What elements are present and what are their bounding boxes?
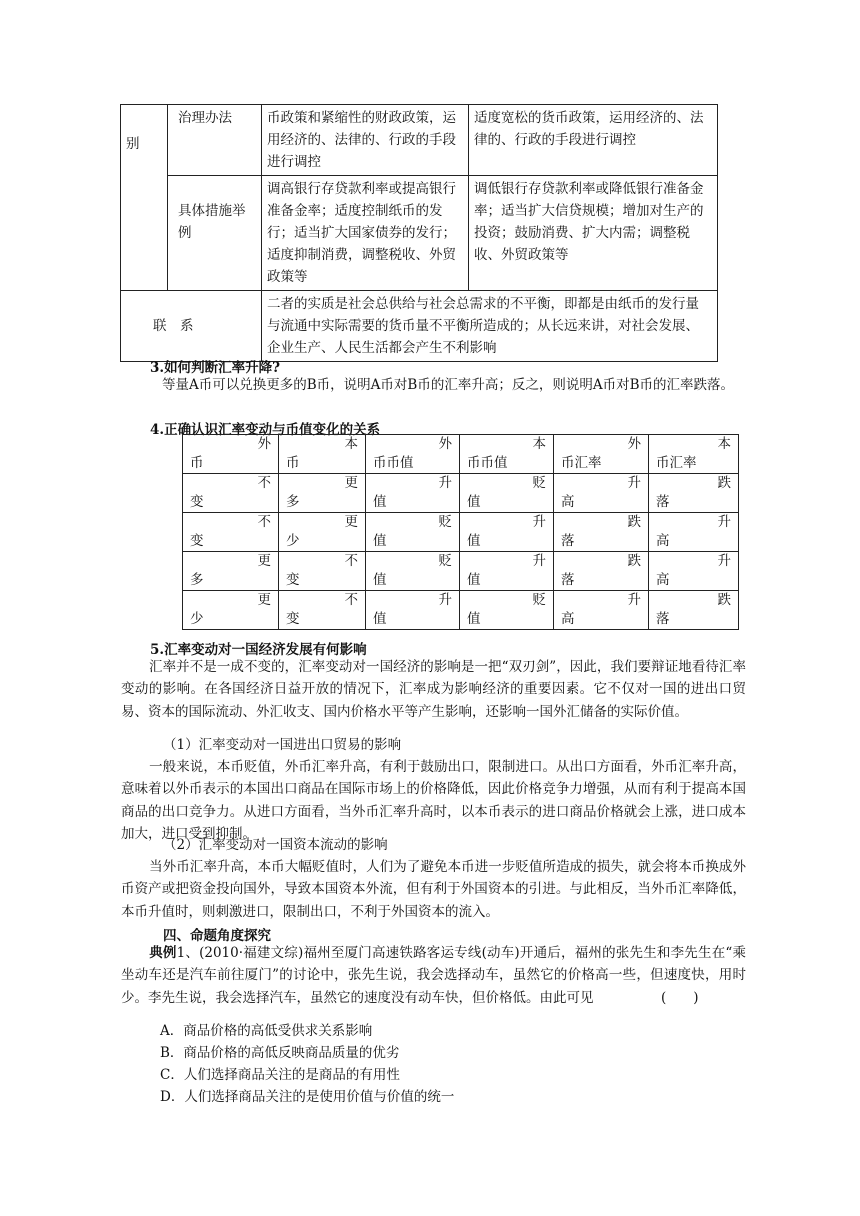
table-row [183, 513, 739, 552]
section-3-text: 等量A币可以兑换更多的B币，说明A币对B币的汇率升高；反之，则说明A币对B币的汇率跌落。 [162, 377, 735, 393]
section-5-paragraph-2: 一般来说，本币贬值，外币汇率升高，有利于鼓励出口，限制进口。从出口方面看，外币汇率升高，意味着以外币表示的本国出口商品在国际市场上的价格降低，因此价格竞争力增强，从而有利于提高本国商品的出口竞争力。从进口方面看，当外币汇率升高时，以本币表示的进口商品价格就会上涨，进口成本加大，进口受到抑制。 [121, 759, 746, 842]
cell-inflation-governance: 币政策和紧缩性的财政政策，运用经济的、法律的、行政的手段进行调控 [262, 105, 469, 176]
option-a: A．商品价格的高低受供求关系影响 [160, 1023, 373, 1039]
table-cell: 不 变 [183, 513, 279, 552]
section-5-heading: 5.汇率变动对一国经济发展有何影响 [150, 642, 367, 658]
table-cell: 升 高 [649, 552, 739, 591]
section-explore-heading: 四、命题角度探究 [163, 928, 271, 944]
table-cell: 跌 落 [649, 591, 739, 630]
table-cell: 更 多 [183, 552, 279, 591]
table-cell: 升 值 [366, 591, 460, 630]
table-cell: 不 变 [279, 552, 366, 591]
table-cell: 贬 值 [460, 591, 554, 630]
table-row [183, 552, 739, 591]
table-cell: 升 高 [649, 513, 739, 552]
section-5-subheading-1: （1）汇率变动对一国进出口贸易的影响 [163, 737, 402, 753]
section-3-heading: 3.如何判断汇率升降? [150, 360, 281, 376]
table-cell: 升 高 [554, 591, 649, 630]
row-label-measures: 具体措施举例 [168, 176, 262, 291]
table-cell: 贬 值 [366, 513, 460, 552]
section-5-paragraph-1: 汇率并不是一成不变的，汇率变动对一国经济的影响是一把“双刃剑”，因此，我们要辩证地看待汇率变动的影响。在各国经济日益开放的情况下，汇率成为影响经济的重要因素。它不仅对一国的进出口贸易、资本的国际流动、外汇收支、国内价格水平等产生影响，还影响一国外汇储备的实际价值。 [121, 659, 746, 720]
table-header-row [183, 435, 739, 474]
row-label-governance: 治理办法 [168, 105, 262, 176]
header-cell: 本 币币值 [460, 435, 554, 474]
header-cell: 外 币币值 [366, 435, 460, 474]
cell-deflation-governance: 适度宽松的货币政策，运用经济的、法律的、行政的手段进行调控 [469, 105, 718, 176]
header-cell: 外 币 [183, 435, 279, 474]
option-b: B．商品价格的高低反映商品质量的优劣 [160, 1045, 400, 1061]
row-label-link: 联 系 [121, 291, 262, 362]
example-label: 典例 [149, 945, 177, 961]
section-4-heading: 4.正确认识汇率变动与币值变化的关系 [150, 422, 381, 438]
cell-link-text: 二者的实质是社会总供给与社会总需求的不平衡，即都是由纸币的发行量与流通中实际需要的货币量不平衡所造成的；从长远来讲，对社会发展、企业生产、人民生活都会产生不利影响 [262, 291, 718, 362]
table-cell: 更 多 [279, 474, 366, 513]
table-row [183, 474, 739, 513]
table-row [183, 591, 739, 630]
header-cell: 外 币汇率 [554, 435, 649, 474]
header-cell: 本 币汇率 [649, 435, 739, 474]
table-cell: 升 值 [460, 513, 554, 552]
cell-inflation-measures: 调高银行存贷款利率或提高银行准备金率；适度控制纸币的发行；适当扩大国家债券的发行；适度抑制消费，调整税收、外贸政策等 [262, 176, 469, 291]
table-cell: 跌 落 [554, 552, 649, 591]
table-cell: 不 变 [279, 591, 366, 630]
table-cell: 更 少 [183, 591, 279, 630]
section-5-subheading-2: （2）汇率变动对一国资本流动的影响 [163, 837, 388, 853]
example-question: 典例1、(2010·福建文综)福州至厦门高速铁路客运专线(动车)开通后，福州的张先生和李先生在“乘坐动车还是汽车前往厦门”的讨论中，张先生说，我会选择动车，虽然它的价格高一些，但速度快，用时少。李先生说，我会选择汽车，虽然它的速度没有动车快，但价格低。由此可见 ( ) [121, 945, 746, 1006]
table-cell: 不 变 [183, 474, 279, 513]
table-cell: 跌 落 [554, 513, 649, 552]
option-c: C．人们选择商品关注的是商品的有用性 [160, 1067, 400, 1083]
header-cell: 本 币 [279, 435, 366, 474]
option-d: D．人们选择商品关注的是使用价值与价值的统一 [160, 1089, 455, 1105]
table-cell: 升 值 [366, 474, 460, 513]
table-cell: 贬 值 [366, 552, 460, 591]
section-5-paragraph-3: 当外币汇率升高，本币大幅贬值时，人们为了避免本币进一步贬值所造成的损失，就会将本币换成外币资产或把资金投向国外，导致本国资本外流，但有利于外国资本的引进。与此相反，当外币汇率降低，本币升值时，则刺激进口，限制出口，不利于外国资本的流入。 [121, 859, 746, 920]
table-side-label: 别 [121, 105, 168, 291]
table-cell: 跌 落 [649, 474, 739, 513]
table-cell: 升 高 [554, 474, 649, 513]
cell-deflation-measures: 调低银行存贷款利率或降低银行准备金率；适当扩大信贷规模；增加对生产的投资；鼓励消费、扩大内需；调整税收、外贸政策等 [469, 176, 718, 291]
inflation-deflation-table [120, 104, 718, 362]
table-cell: 贬 值 [460, 474, 554, 513]
exchange-rate-table [182, 434, 739, 630]
table-cell: 升 值 [460, 552, 554, 591]
table-cell: 更 少 [279, 513, 366, 552]
